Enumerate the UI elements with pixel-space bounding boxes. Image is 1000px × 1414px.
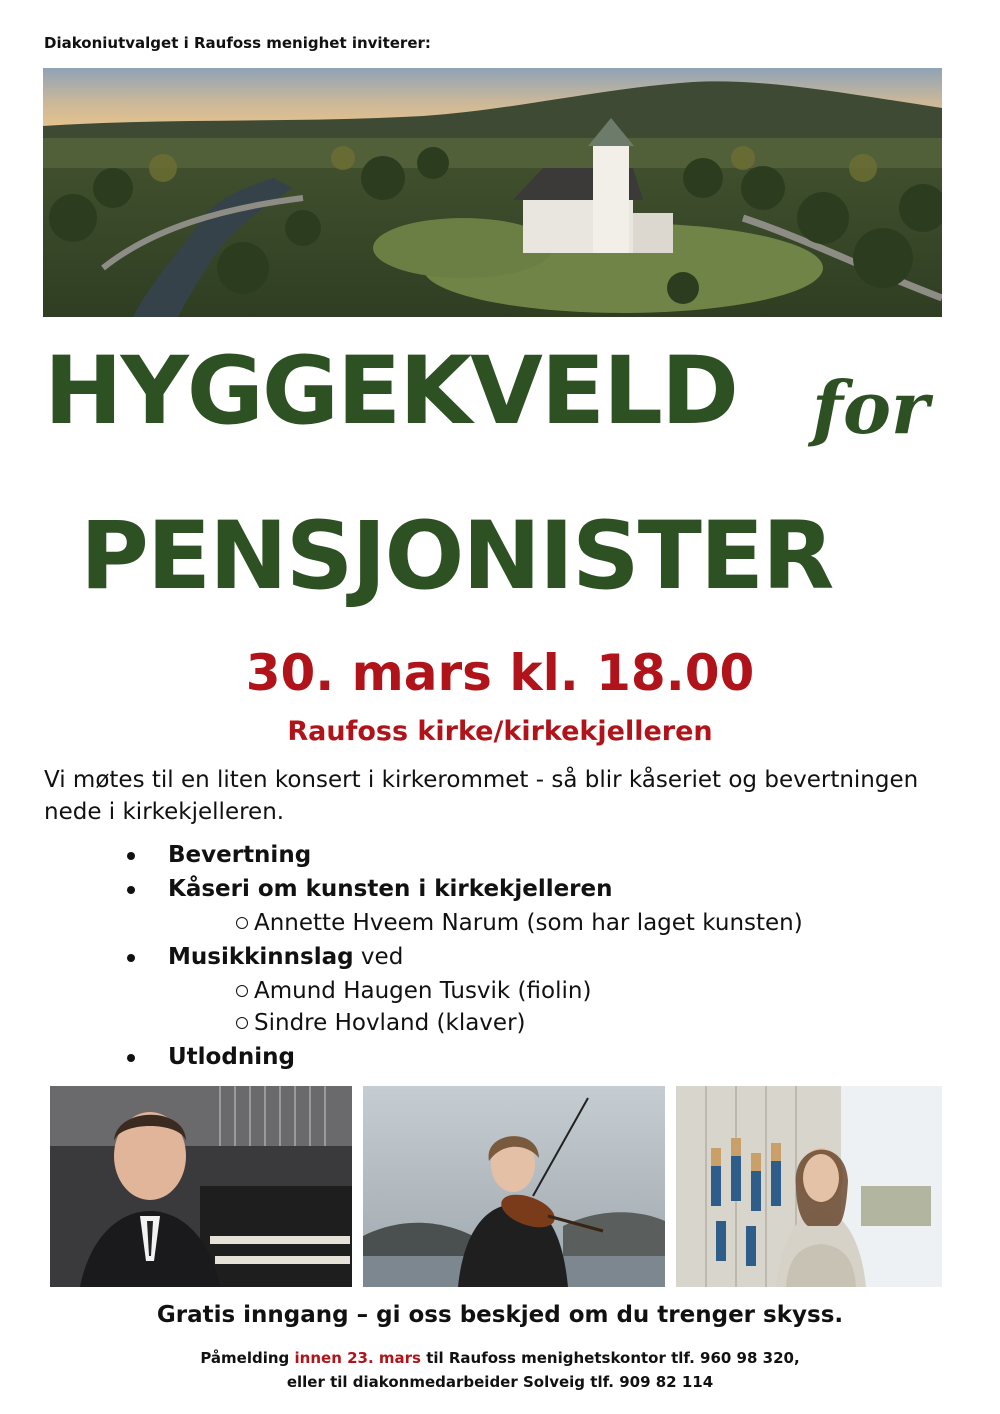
signup-deadline: innen 23. mars xyxy=(294,1349,421,1367)
program-item-label-rest: ved xyxy=(353,944,404,970)
program-subitem-amund xyxy=(236,978,591,1004)
program-item-label: Kåseri om kunsten i kirkekjelleren xyxy=(168,876,613,902)
circle-bullet-icon xyxy=(236,985,248,997)
free-entry-text: Gratis inngang – gi oss beskjed om du trenger skyss. xyxy=(156,1302,844,1328)
title-line1: HYGGEKVELD xyxy=(44,337,737,446)
program-subitem-label: Sindre Hovland (klaver) xyxy=(254,1010,526,1036)
violinist-photo xyxy=(363,1086,665,1287)
event-venue: Raufoss kirke/kirkekjelleren xyxy=(287,716,713,747)
signup-line1 xyxy=(0,1346,1000,1370)
signup-prefix: Påmelding xyxy=(200,1349,295,1367)
inviter-text: Diakoniutvalget i Raufoss menighet inviterer: xyxy=(44,34,431,52)
program-subitem-label: Amund Haugen Tusvik (fiolin) xyxy=(254,978,592,1004)
program-subitem-sindre xyxy=(236,1010,526,1036)
intro-text: Vi møtes til en liten konsert i kirkerommet - så blir kåseriet og bevertningen nede i kirkekjelleren. xyxy=(44,767,919,825)
bullet-icon xyxy=(127,852,135,860)
organist-photo xyxy=(50,1086,352,1287)
event-date: 30. mars kl. 18.00 xyxy=(245,644,755,702)
program-item-label: Utlodning xyxy=(168,1044,295,1070)
signup-line2: eller til diakonmedarbeider Solveig tlf. 909 82 114 xyxy=(286,1373,714,1391)
program-subitem-label: Annette Hveem Narum (som har laget kunsten) xyxy=(254,910,803,936)
church-panorama-photo xyxy=(43,68,942,317)
title-line2: PENSJONISTER xyxy=(80,502,833,611)
artist-photo xyxy=(676,1086,978,1287)
program-item-musikk xyxy=(168,944,403,970)
program-item-label: Musikkinnslag xyxy=(168,944,354,970)
bullet-icon xyxy=(127,1054,135,1062)
program-item-label: Bevertning xyxy=(168,842,312,868)
signup-info xyxy=(0,1346,1000,1394)
bullet-icon xyxy=(127,886,135,894)
bullet-icon xyxy=(127,954,135,962)
signup-suffix: til Raufoss menighetskontor tlf. 960 98 320, xyxy=(420,1349,800,1367)
program-item-utlodning xyxy=(168,1044,295,1070)
program-item-bevertning xyxy=(168,842,311,868)
title-for: for xyxy=(812,365,929,450)
circle-bullet-icon xyxy=(236,917,248,929)
program-item-kaseri xyxy=(168,876,613,902)
program-subitem-annette xyxy=(236,910,803,936)
circle-bullet-icon xyxy=(236,1017,248,1029)
